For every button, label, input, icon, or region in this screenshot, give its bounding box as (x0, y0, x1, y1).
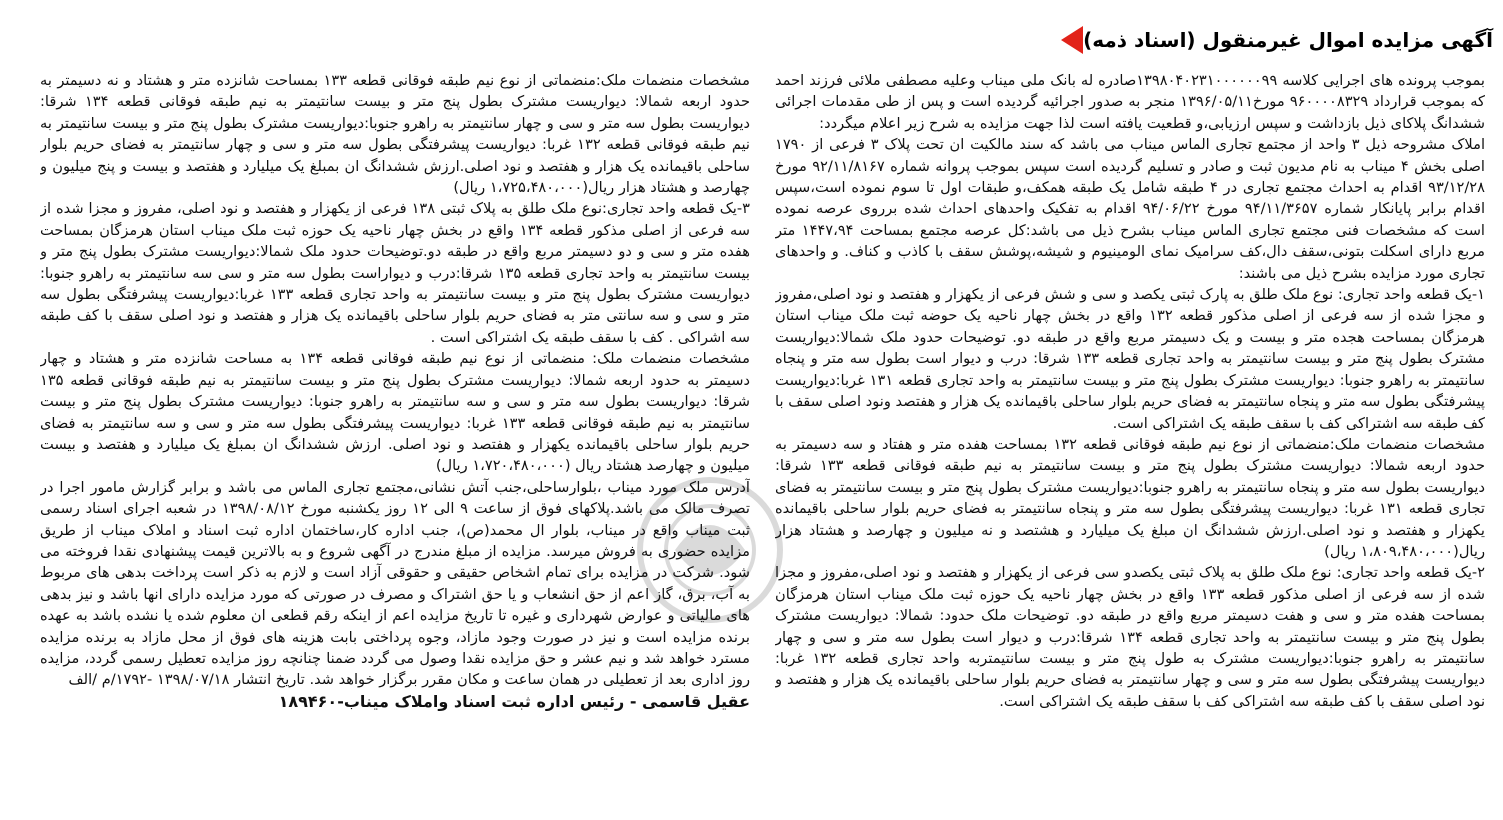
left-column (40, 70, 750, 810)
right-column (775, 70, 1485, 810)
notice-header (1053, 18, 1493, 62)
complex-description-paragraph: املاک مشروحه ذیل ۳ واحد از مجتمع تجاری الماس میناب می باشد که سند مالکیت ان تحت پلاک ۳ فرعی از ۱۷۹۰ اصلی بخش ۴ میناب به نام مدیون ثبت و صادر و تسلیم گردیده است سپس بموجب پروانه شماره ۹۲/۱۱/۸۱۶۷ مورخ ۹۳/۱۲/۲۸ اقدام به احداث مجتمع تجاری در ۴ طبقه شامل یک طبقه همکف،و طبقات اول تا سوم نموده است،سپس اقدام برابر پایانکار شماره ۹۴/۱۱/۳۶۵۷ مورخ ۹۴/۰۶/۲۲ اقدام به تفکیک واحدهای احداث شده برروی عرصه نموده است که مشخصات فنی مجتمع تجاری الماس میناب بشرح ذیل می باشد:کل عرصه مجتمع بمساحت ۱۴۴۷،۹۴ متر مربع دارای اسکلت بتونی،سقف دال،کف سرامیک نمای الومینیوم و شیشه،پوشش سقف با کاذب و کناف. و واحدهای تجاری مورد مزایده بشرح ذیل می باشند: (775, 136, 1485, 282)
auction-terms-paragraph: آدرس ملک مورد میناب ،بلوارساحلی،جنب آتش نشانی،مجتمع تجاری الماس می باشد و برابر گزارش مامور اجرا در تصرف مالک می باشد.پلاکهای فوق از ساعت ۹ الی ۱۲ روز یکشنبه مورخ ۱۳۹۸/۰۸/۱۲ در شعبه اجرای اسناد رسمی ثبت میناب واقع در میناب، بلوار ال محمد(ص)، جنب اداره کار،ساختمان اداره ثبت اسناد و املاک میناب از طریق مزایده حضوری به فروش میرسد. مزایده از مبلغ مندرج در آگهی شروع و به بالاترین قیمت پیشنهادی نقدا فروخته می شود. شرکت در مزایده برای تمام اشخاص حقیقی و حقوقی آزاد است و لازم به ذکر است پرداخت بدهی های مربوط به آب، برق، گاز اعم از حق انشعاب و یا حق اشتراک و مصرف در صورتی که مورد مزایده دارای انها باشد و نیز بدهی های مالیاتی و عوارض شهرداری و غیره تا تاریخ مزایده اعم از اینکه رقم قطعی ان معلوم شده یا نشده باشد به عهده برنده مزایده است و نیز در صورت وجود مازاد، وجوه پرداختی بابت هزینه های فوق از محل مازاد به برنده مزایده مسترد خواهد شد و نیم عشر و حق مزایده نقدا وصول می گردد ضمنا چنانچه روز مزایده تعطیل رسمی گردد، مزایده روز اداری بعد از تعطیلی در همان ساعت و مکان مقرر برگزار خواهد شد. تاریخ انتشار ۱۳۹۸/۰۷/۱۸ -۱۷۹۲/م /الف (40, 478, 750, 689)
red-arrow-icon (1061, 26, 1083, 54)
unit-1-paragraph: ۱-یک قطعه واحد تجاری: نوع ملک طلق به پارک ثبتی یکصد و سی و شش فرعی از یکهزار و هفتصد و نود اصلی،مفروز و مجزا شده از سه فرعی از اصلی مذکور قطعه ۱۳۲ واقع در بخش چهار ناحیه یک حوضه ثبت ملک میناب استان هرمزگان بمساحت هجده متر و بیست و یک دسیمتر مربع واقع در طبقه دو. توضیحات حدود ملک شمالا:دیواریست مشترک بطول پنج متر و بیست سانتیمتر به واحد تجاری قطعه ۱۳۳ شرقا: درب و دیوار است بطول سه متر و پنجاه سانتیمتر به راهرو جنوبا: دیواریست مشترک بطول پنج متر و بیست سانتیمتر به واحد تجاری قطعه ۱۳۱ غربا:دیواریست پیشرفتگی بطول سه متر و پنجاه سانتیمتر به فضای حریم بلوار ساحلی باقیمانده یک هزار و هفتصد ونود اصلی سقف با کف طبقه سه اشتراکی کف با سقف طبقه یک اشتراکی است. (775, 286, 1485, 432)
unit-2-annex-paragraph: مشخصات منضمات ملک:منضماتی از نوع نیم طبقه فوقانی قطعه ۱۳۳ بمساحت شانزده متر و هشتاد و نه دسیمتر به حدود اربعه شمالا: دیواریست مشترک بطول پنج متر و بیست سانتیمتر به نیم طبقه فوقانی قطعه ۱۳۴ شرقا: دیواریست بطول سه متر و سی و چهار سانتیمتر به راهرو جنوبا:دیواریست مشترک بطول پنج متر و بیست سانتیمتر به نیم طبقه فوقانی قطعه ۱۳۲ غربا: دیواریست پیشرفتگی بطول سه متر و سی و چهار سانتیمتر به فضای حریم بلوار ساحلی باقیمانده یک هزار و هفتصد و نود اصلی.ارزش ششدانگ ان بمبلغ یک میلیارد و هفتصد و بیست و پنج میلیون و چهارصد و هشتاد هزار ریال(۱،۷۲۵،۴۸۰،۰۰۰ ریال) (40, 72, 750, 197)
intro-paragraph: بموجب پرونده های اجرایی کلاسه ۱۳۹۸۰۴۰۲۳۱۰۰۰۰۰۰۹۹صادره له بانک ملی میناب وعلیه مصطفی ملائی فرزند احمد که بموجب قرارداد ۹۶۰۰۰۰۸۳۲۹ مورخ۱۳۹۶/۰۵/۱۱ منجر به صدور اجرائیه گردیده است و پس از طی مقدمات اجرائی ششدانگ پلاکای ذیل بازداشت و سپس ارزیابی،و قطعیت یافته است لذا جهت مزایده به شرح زیر اعلام میگردد: (775, 72, 1485, 132)
notice-title: آگهی مزایده اموال غیرمنقول (اسناد ذمه) (1083, 28, 1493, 52)
signature-line: عقیل قاسمی - رئیس اداره ثبت اسناد واملاک میناب-۱۸۹۴۶۰ (278, 691, 750, 711)
unit-3-annex-paragraph: مشخصات منضمات ملک: منضماتی از نوع نیم طبقه فوقانی قطعه ۱۳۴ به مساحت شانزده متر و هشتاد و چهار دسیمتر به حدود اربعه شمالا: دیواریست مشترک بطول پنج متر و بیست سانتیمتر به نیم طبقه فوقانی قطعه ۱۳۵ شرقا: دیواریست بطول سه متر و سی و سه سانتیمتر به راهرو جنوبا: دیواریست مشترک بطول پنج متر و بیست سانتیمتر به نیم طبقه فوقانی قطعه ۱۳۳ غربا: دیواریست پیشرفتگی بطول سه متر و سی و سه سانتیمتر به فضای حریم بلوار ساحلی باقیمانده یکهزار و هفتصد و نود اصلی. ارزش ششدانگ ان بمبلغ یک میلیارد و هفتصد و بیست میلیون و چهارصد هشتاد ریال (۱،۷۲۰،۴۸۰،۰۰۰ ریال) (40, 350, 750, 475)
unit-3-paragraph: ۳-یک قطعه واحد تجاری:نوع ملک طلق به پلاک ثبتی ۱۳۸ فرعی از یکهزار و هفتصد و نود اصلی، مفروز و مجزا شده از سه فرعی از اصلی مذکور قطعه ۱۳۴ واقع در بخش چهار ناحیه یک حوزه ثبت ملک میناب استان هرمزگان بمساحت هفده متر و سی و دو دسیمتر مربع واقع در طبقه دو.توضیحات حدود ملک شمالا:دیواریست مشترک بطول پنج متر و بیست سانتیمتر به واحد تجاری قطعه ۱۳۵ شرقا:درب و دیواراست بطول سه متر و سی سه سانتیمتر به راهرو جنوبا: دیواریست مشترک بطول پنج متر و بیست سانتیمتر به واحد تجاری قطعه ۱۳۳ غربا:دیواریست پیشرفتگی بطول سه متر و سی و سه سانتی متر به فضای حریم بلوار ساحلی باقیمانده یک هزار و هفتصد و نود اصلی سقف با کف طبقه سه اشراکی . کف با سقف طبقه یک اشتراکی است . (40, 200, 750, 346)
unit-2-paragraph: ۲-یک قطعه واحد تجاری: نوع ملک طلق به پلاک ثبتی یکصدو سی فرعی از یکهزار و هفتصد و نود اصلی،مفروز و مجزا شده از سه فرعی از اصلی مذکور قطعه ۱۳۳ واقع در بخش چهار ناحیه یک حوزه ثبت ملک میناب استان هرمزگان بمساحت هفده متر و سی و هفت دسیمتر مربع واقع در طبقه دو. توضیحات ملک حدود: شمالا: دیواریست مشترک بطول پنج متر و بیست سانتیمتر به واحد تجاری قطعه ۱۳۴ شرقا:درب و دیوار است بطول سه متر و سی و چهار سانتیمتر به راهرو جنوبا:دیواریست مشترک به طول پنج متر و بیست سانتیمتربه واحد تجاری قطعه ۱۳۲ غربا: دیواریست پیشرفتگی بطول سه متر و سی و چهار سانتیمتر به فضای حریم بلوار ساحلی باقیمانده یک هزار و هفتصد و نود اصلی سقف با کف طبقه سه اشتراکی کف با سقف طبقه یک اشتراکی است. (775, 564, 1485, 710)
unit-1-annex-paragraph: مشخصات منضمات ملک:منضماتی از نوع نیم طبقه فوقانی قطعه ۱۳۲ بمساحت هفده متر و هفتاد و سه دسیمتر به حدود اربعه شمالا: دیواریست مشترک بطول پنج متر و بیست سانتیمتر به نیم طبقه فوقانی قطعه ۱۳۳ شرقا: دیواریست بطول سه متر و پنجاه سانتیمتر به راهرو جنوبا:دیواریست مشترک بطول پنج متر و بیست سانتیمتر به فضای تجاری قطعه ۱۳۱ غربا: دیواریست پیشرفتگی بطول سه متر و پنجاه سانتیمتر به فضای حریم بلوار ساحلی باقیمانده یکهزار و هفتصد و نود اصلی.ارزش ششدانگ ان مبلغ یک میلیارد و هشتصد و نه میلیون و چهارصد و هشتاد هزار ریال(۱،۸۰۹،۴۸۰،۰۰۰ ریال) (775, 435, 1485, 560)
